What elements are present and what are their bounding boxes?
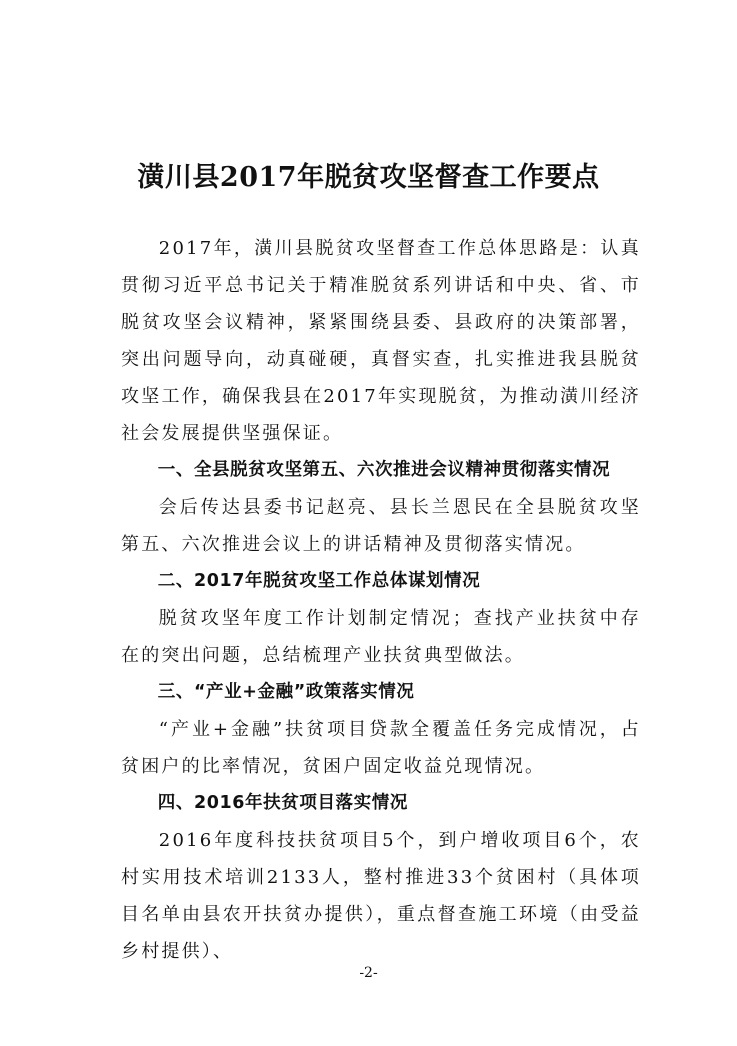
section-body-2: 脱贫攻坚年度工作计划制定情况；查找产业扶贫中存在的突出问题，总结梳理产业扶贫典型做法。: [121, 608, 641, 666]
intro-paragraph: 2017年，潢川县脱贫攻坚督查工作总体思路是：认真贯彻习近平总书记关于精准脱贫系列讲话和中央、省、市脱贫攻坚会议精神，紧紧围绕县委、县政府的决策部署，突出问题导向，动真碰硬，真督实查，扎实推进我县脱贫攻坚工作，确保我县在2017年实现脱贫，为推动潢川经济社会发展提供坚强保证。: [121, 238, 641, 444]
document-body: [121, 230, 641, 970]
section-heading-3: 三、“产业+金融”政策落实情况: [157, 682, 415, 702]
section-body-1: 会后传达县委书记赵亮、县长兰恩民在全县脱贫攻坚第五、六次推进会议上的讲话精神及贯彻落实情况。: [121, 497, 641, 555]
section-heading-2: 二、2017年脱贫攻坚工作总体谋划情况: [157, 571, 481, 591]
document-title: 潢川县2017年脱贫攻坚督查工作要点: [137, 162, 600, 193]
page-number: -2-: [359, 965, 378, 981]
section-heading-1: 一、全县脱贫攻坚第五、六次推进会议精神贯彻落实情况: [157, 460, 611, 480]
section-heading-4: 四、2016年扶贫项目落实情况: [157, 793, 408, 813]
section-body-4: 2016年度科技扶贫项目5个，到户增收项目6个，农村实用技术培训2133人，整村推进33个贫困村（具体项目名单由县农开扶贫办提供），重点督查施工环境（由受益乡村提供）、: [121, 830, 641, 962]
section-body-3: “产业+金融”扶贫项目贷款全覆盖任务完成情况，占贫困户的比率情况，贫困户固定收益兑现情况。: [121, 719, 641, 777]
